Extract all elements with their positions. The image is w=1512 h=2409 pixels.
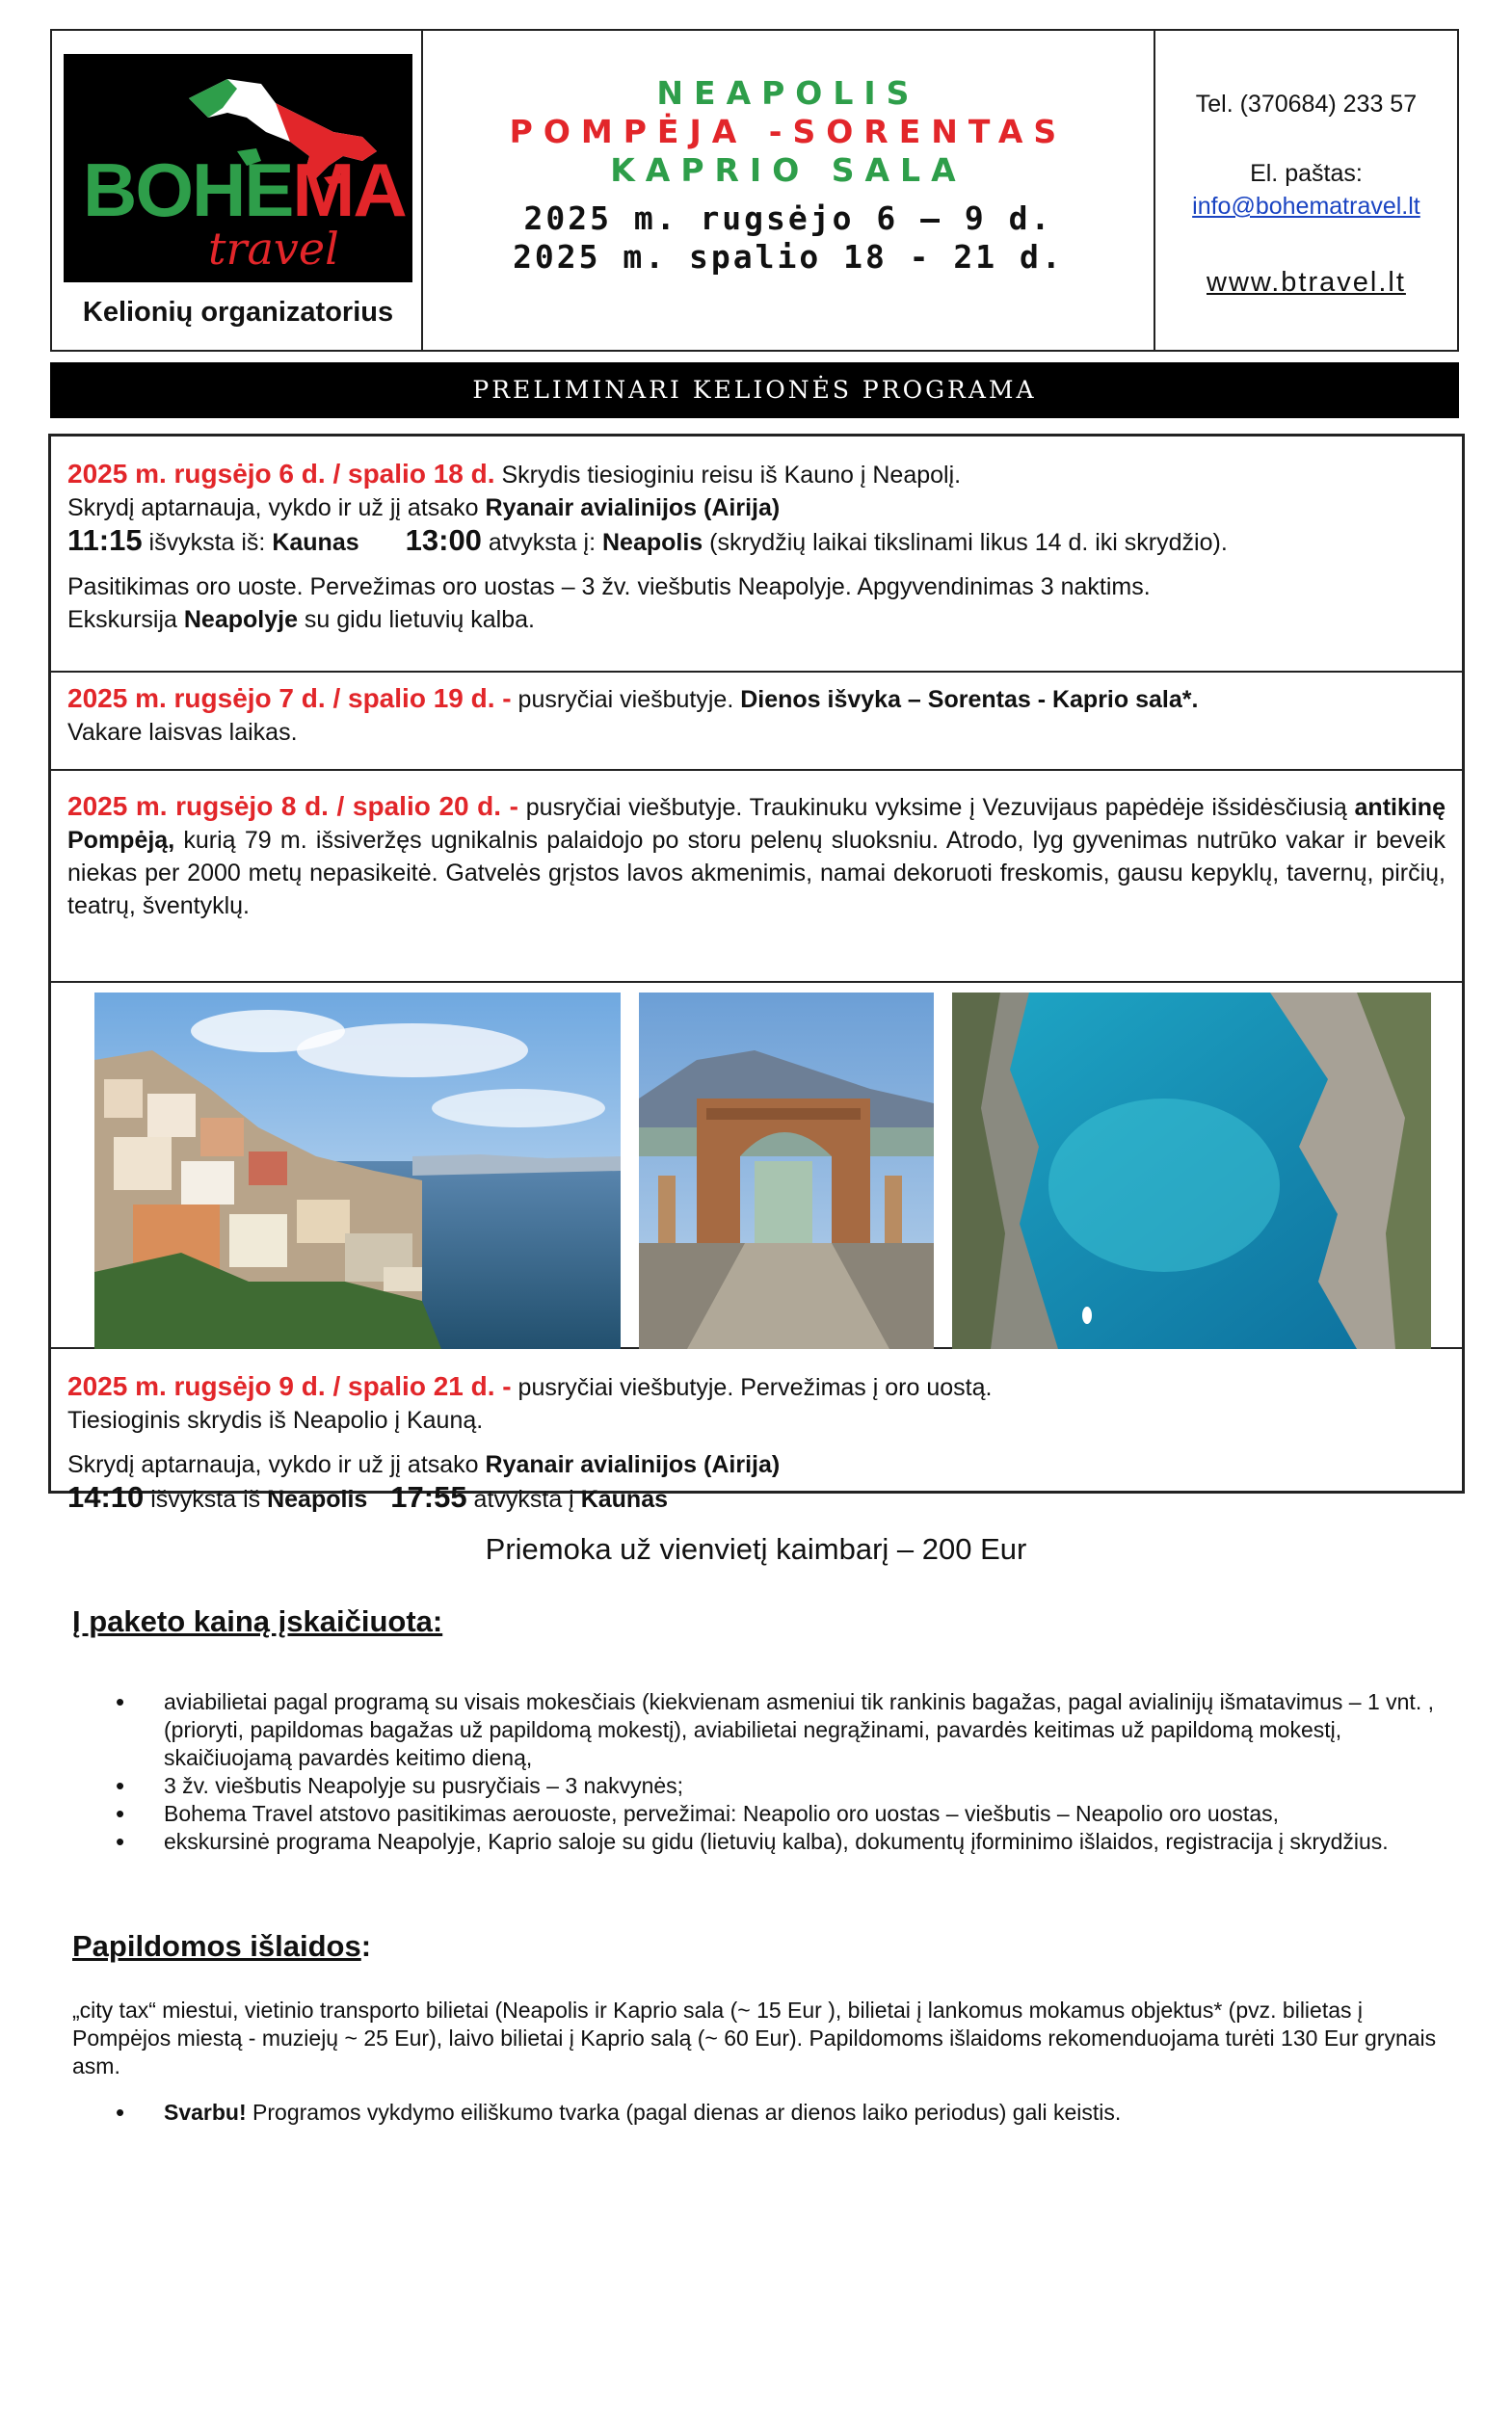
day-text: Skrydis tiesioginiu reisu iš Kauno į Neapolį. xyxy=(494,462,962,489)
day-date: 2025 m. rugsėjo 8 d. / spalio 20 d. - xyxy=(67,791,518,821)
day-text: Ekskursija xyxy=(67,606,184,633)
arrival-city: Neapolis xyxy=(601,529,703,556)
website-link[interactable]: www.btravel.lt xyxy=(1207,267,1406,298)
note-label: Svarbu! xyxy=(164,2100,247,2125)
departure-time: 11:15 xyxy=(67,523,143,557)
departure-text: išvyksta iš xyxy=(144,1486,268,1513)
day-date: 2025 m. rugsėjo 9 d. / spalio 21 d. - xyxy=(67,1371,512,1401)
important-note xyxy=(116,2099,1446,2127)
list-item: • Bohema Travel atstovo pasitikimas aerouoste, pervežimai: Neapolio oro uostas – viešbutis – Neapolio oro uostas, xyxy=(116,1800,1446,1828)
included-list xyxy=(116,1688,1446,1856)
contact-info xyxy=(1155,31,1457,350)
list-item: • aviabilietai pagal programą su visais mokesčiais (kiekvienam asmeniui tik rankinis bagažas, pagal avialinijų išmatavimus – 1 vnt. , (prioryti, papildomas bagažas už papildomą mokestį), aviabilietai negrąžinami, pavardės keitimas už papildomą mokestį, skaičiuojamą pavardės keitimo dieną, xyxy=(116,1688,1446,1772)
day-date: 2025 m. rugsėjo 6 d. / spalio 18 d. xyxy=(67,459,495,489)
title-line-2: POMPĖJA -SORENTAS xyxy=(509,113,1068,150)
list-item: • ekskursinė programa Neapolyje, Kaprio saloje su gidu (lietuvių kalba), dokumentų įforminimo išlaidos, registracija į skrydžius. xyxy=(116,1828,1446,1856)
departure-time: 14:10 xyxy=(67,1480,145,1514)
day-date: 2025 m. rugsėjo 7 d. / spalio 19 d. - xyxy=(67,683,512,713)
photo-row xyxy=(51,983,1462,1349)
logo-script: travel xyxy=(208,223,339,275)
day-row-4 xyxy=(51,1349,1462,1514)
capri-photo xyxy=(952,993,1431,1349)
arrival-text: atvyksta į: xyxy=(481,529,602,556)
program-table xyxy=(48,434,1465,1514)
list-item: • 3 žv. viešbutis Neapolyje su pusryčiais – 3 nakvynės; xyxy=(116,1772,1446,1800)
program-banner: PRELIMINARI KELIONĖS PROGRAMA xyxy=(50,362,1459,418)
arrival-text: atvyksta į xyxy=(466,1486,581,1513)
extra-costs-title: Papildomos išlaidos xyxy=(72,1929,361,1963)
day-highlight: Dienos išvyka – Sorentas - Kaprio sala*. xyxy=(740,686,1199,713)
day-text: pusryčiai viešbutyje. Pervežimas į oro uostą. xyxy=(511,1374,993,1401)
trip-title xyxy=(423,31,1155,350)
day-highlight: antikinę Pompėją, xyxy=(67,794,1446,854)
airline-name: Ryanair avialinijos (Airija) xyxy=(485,1451,781,1478)
arrival-city: Kaunas xyxy=(580,1486,668,1513)
header xyxy=(50,29,1459,352)
day-text: pusryčiai viešbutyje. Traukinuku vyksime į Vezuvijaus papėdėje išsidėsčiusią xyxy=(518,794,1355,821)
pompeii-photo xyxy=(639,993,934,1349)
email-label: El. paštas: xyxy=(1250,160,1363,187)
day-text: pusryčiai viešbutyje. xyxy=(511,686,741,713)
title-line-3: KAPRIO SALA xyxy=(610,151,967,189)
day-text: Vakare laisvas laikas. xyxy=(67,719,298,746)
extra-costs-heading xyxy=(72,1929,371,1964)
flight-note: (skrydžių laikai tikslinami likus 14 d. iki skrydžio). xyxy=(703,529,1228,556)
arrival-time: 13:00 xyxy=(405,523,482,557)
trip-date-1: 2025 m. rugsėjo 6 – 9 d. xyxy=(523,199,1053,237)
day-row-2 xyxy=(51,673,1462,771)
day-text: Pasitikimas oro uoste. Pervežimas oro uostas – 3 žv. viešbutis Neapolyje. Apgyvendinimas 3 naktims. xyxy=(67,573,1151,600)
airline-name: Ryanair avialinijos (Airija) xyxy=(485,494,781,521)
departure-text: išvyksta iš: xyxy=(142,529,273,556)
logo-cell xyxy=(52,31,423,350)
airline-text: Skrydį aptarnauja, vykdo ir už jį atsako xyxy=(67,1451,486,1478)
city-name: Neapolyje xyxy=(183,606,298,633)
note-text: Programos vykdymo eiliškumo tvarka (pagal dienas ar dienos laiko periodus) gali keistis. xyxy=(246,2100,1122,2125)
trip-date-2: 2025 m. spalio 18 - 21 d. xyxy=(513,238,1064,276)
day-text: kurią 79 m. išsiveržęs ugnikalnis palaidojo po storu pelenų sluoksniu. Atrodo, lyg gyvenimas nutrūko vakar ir beveik niekas per 2000 metų nepasikeitė. Gatvelės grįstos lavos akmenimis, namai dekoruoti freskomis, gausu kepyklų, tavernų, pirčių, teatrų, šventyklų. xyxy=(67,827,1446,919)
list-item xyxy=(116,2099,1446,2127)
day-text: su gidu lietuvių kalba. xyxy=(297,606,535,633)
phone-number: Tel. (370684) 233 57 xyxy=(1195,91,1418,118)
extra-costs-colon: : xyxy=(360,1929,372,1963)
email-link[interactable]: info@bohematravel.lt xyxy=(1192,193,1420,220)
extra-costs-text: „city tax“ miestui, vietinio transporto bilietai (Neapolis ir Kaprio sala (~ 15 Eur ), bilietai į lankomus mokamus objektus* (pvz. bilietas į Pompėjos miestą - muziejų ~ 25 Eur), laivo bilietai į Kaprio salą (~ 60 Eur). Papildomoms išlaidoms rekomenduojama turėti 130 Eur grynais asm. xyxy=(72,1998,1437,2078)
departure-city: Neapolis xyxy=(267,1486,368,1513)
airline-text: Skrydį aptarnauja, vykdo ir už jį atsako xyxy=(67,494,486,521)
departure-city: Kaunas xyxy=(272,529,359,556)
day-text: Tiesioginis skrydis iš Neapolio į Kauną. xyxy=(67,1407,484,1434)
logo-wordmark: BOHEMA xyxy=(83,147,406,232)
naples-photo xyxy=(94,993,621,1349)
title-line-1: NEAPOLIS xyxy=(656,74,920,112)
single-room-supplement: Priemoka už vienvietį kaimbarį – 200 Eur xyxy=(485,1532,1027,1566)
day-row-3 xyxy=(51,771,1462,983)
organizer-label: Kelionių organizatorius xyxy=(82,297,394,328)
included-heading: Į paketo kainą įskaičiuota: xyxy=(72,1604,443,1638)
bohema-logo xyxy=(64,54,412,282)
day-row-1 xyxy=(51,437,1462,673)
arrival-time: 17:55 xyxy=(390,1480,467,1514)
